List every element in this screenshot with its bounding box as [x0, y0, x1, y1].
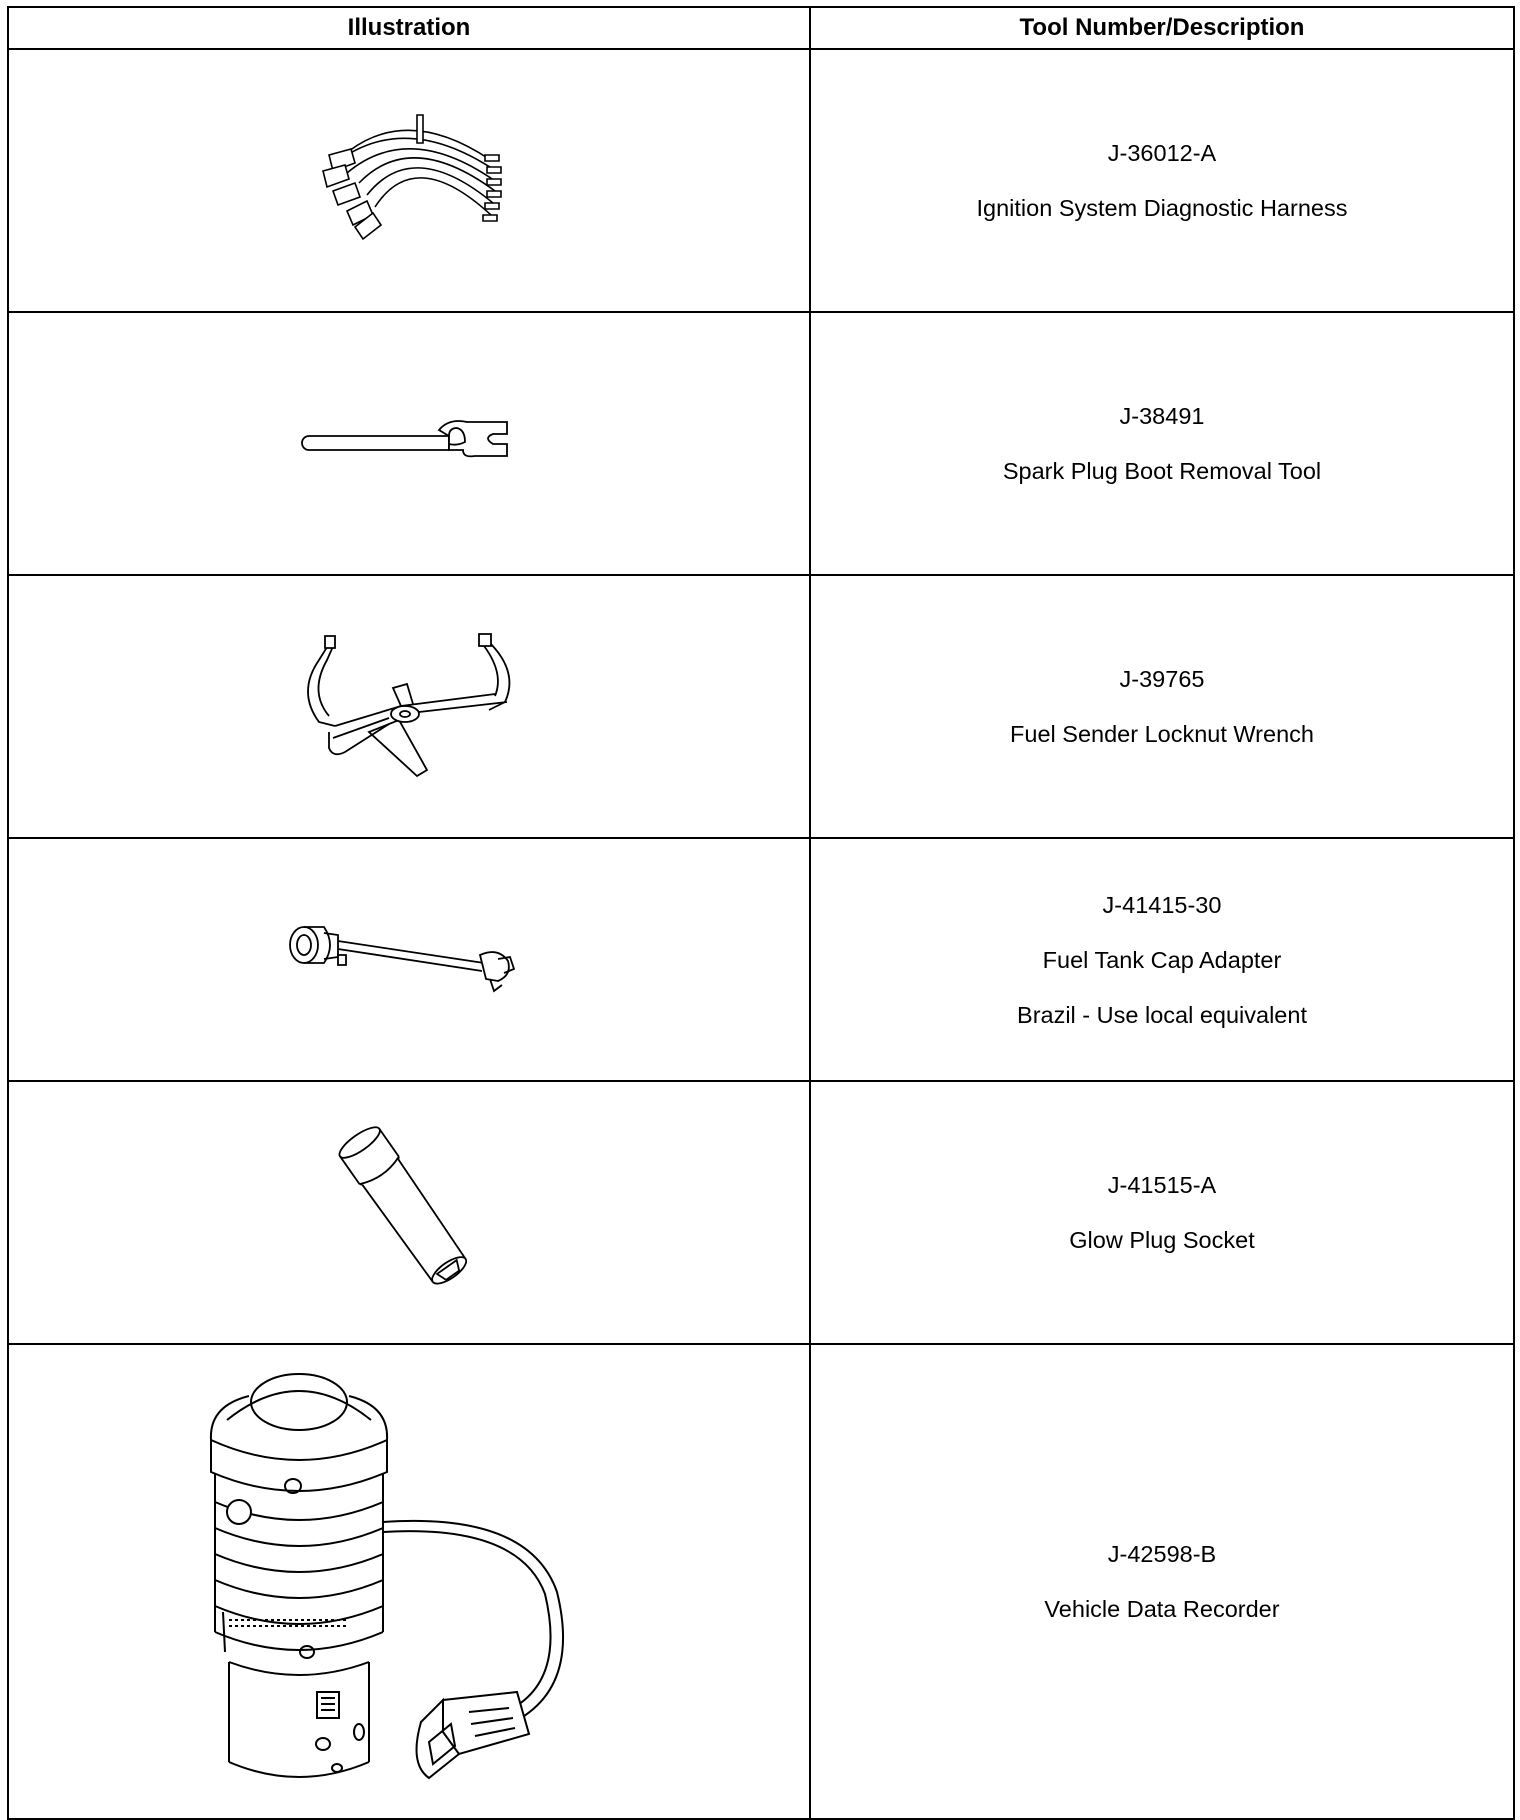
- tool-cell: [810, 312, 1514, 575]
- table-row: [8, 312, 1514, 575]
- tool-cell: [810, 1344, 1514, 1819]
- cap-adapter-icon: [284, 915, 534, 1005]
- glow-plug-socket-icon: [289, 1113, 529, 1313]
- table-row: [8, 1081, 1514, 1344]
- illustration-cell: [8, 49, 810, 312]
- illustration-cell: [8, 575, 810, 838]
- table-row: [8, 575, 1514, 838]
- tool-cell: [810, 838, 1514, 1081]
- tool-description: Fuel Sender Locknut Wrench: [1010, 721, 1314, 747]
- tool-description: Ignition System Diagnostic Harness: [976, 195, 1348, 221]
- tool-number: J-39765: [1119, 666, 1205, 692]
- tool-number: J-38491: [1119, 403, 1205, 429]
- illustration-cell: [8, 838, 810, 1081]
- tool-note: Brazil - Use local equivalent: [1017, 1001, 1307, 1028]
- illustration-cell: [8, 1344, 810, 1819]
- table-row: [8, 49, 1514, 312]
- locknut-wrench-icon: [289, 632, 529, 782]
- tool-description: Vehicle Data Recorder: [1044, 1596, 1280, 1622]
- tool-number: J-42598-B: [1107, 1541, 1217, 1567]
- wire-harness-icon: [289, 111, 529, 251]
- table-row: [8, 838, 1514, 1081]
- tool-description: Glow Plug Socket: [1069, 1227, 1255, 1253]
- header-row: [8, 7, 1514, 49]
- tool-cell: [810, 1081, 1514, 1344]
- tool-description: Spark Plug Boot Removal Tool: [1002, 458, 1322, 484]
- illustration-cell: [8, 312, 810, 575]
- tool-number: J-41415-30: [1102, 891, 1222, 918]
- tool-cell: [810, 575, 1514, 838]
- special-tools-table: [7, 6, 1515, 1820]
- table-row: [8, 1344, 1514, 1819]
- tool-cell: [810, 49, 1514, 312]
- tool-number: J-36012-A: [1107, 140, 1217, 166]
- data-recorder-icon: [189, 1362, 629, 1802]
- tool-number: J-41515-A: [1107, 1172, 1217, 1198]
- illustration-cell: [8, 1081, 810, 1344]
- illustration-header: Illustration: [8, 7, 810, 49]
- boot-removal-tool-icon: [299, 414, 519, 474]
- tool-header: Tool Number/Description: [810, 7, 1514, 49]
- tool-description: Fuel Tank Cap Adapter: [1042, 946, 1282, 973]
